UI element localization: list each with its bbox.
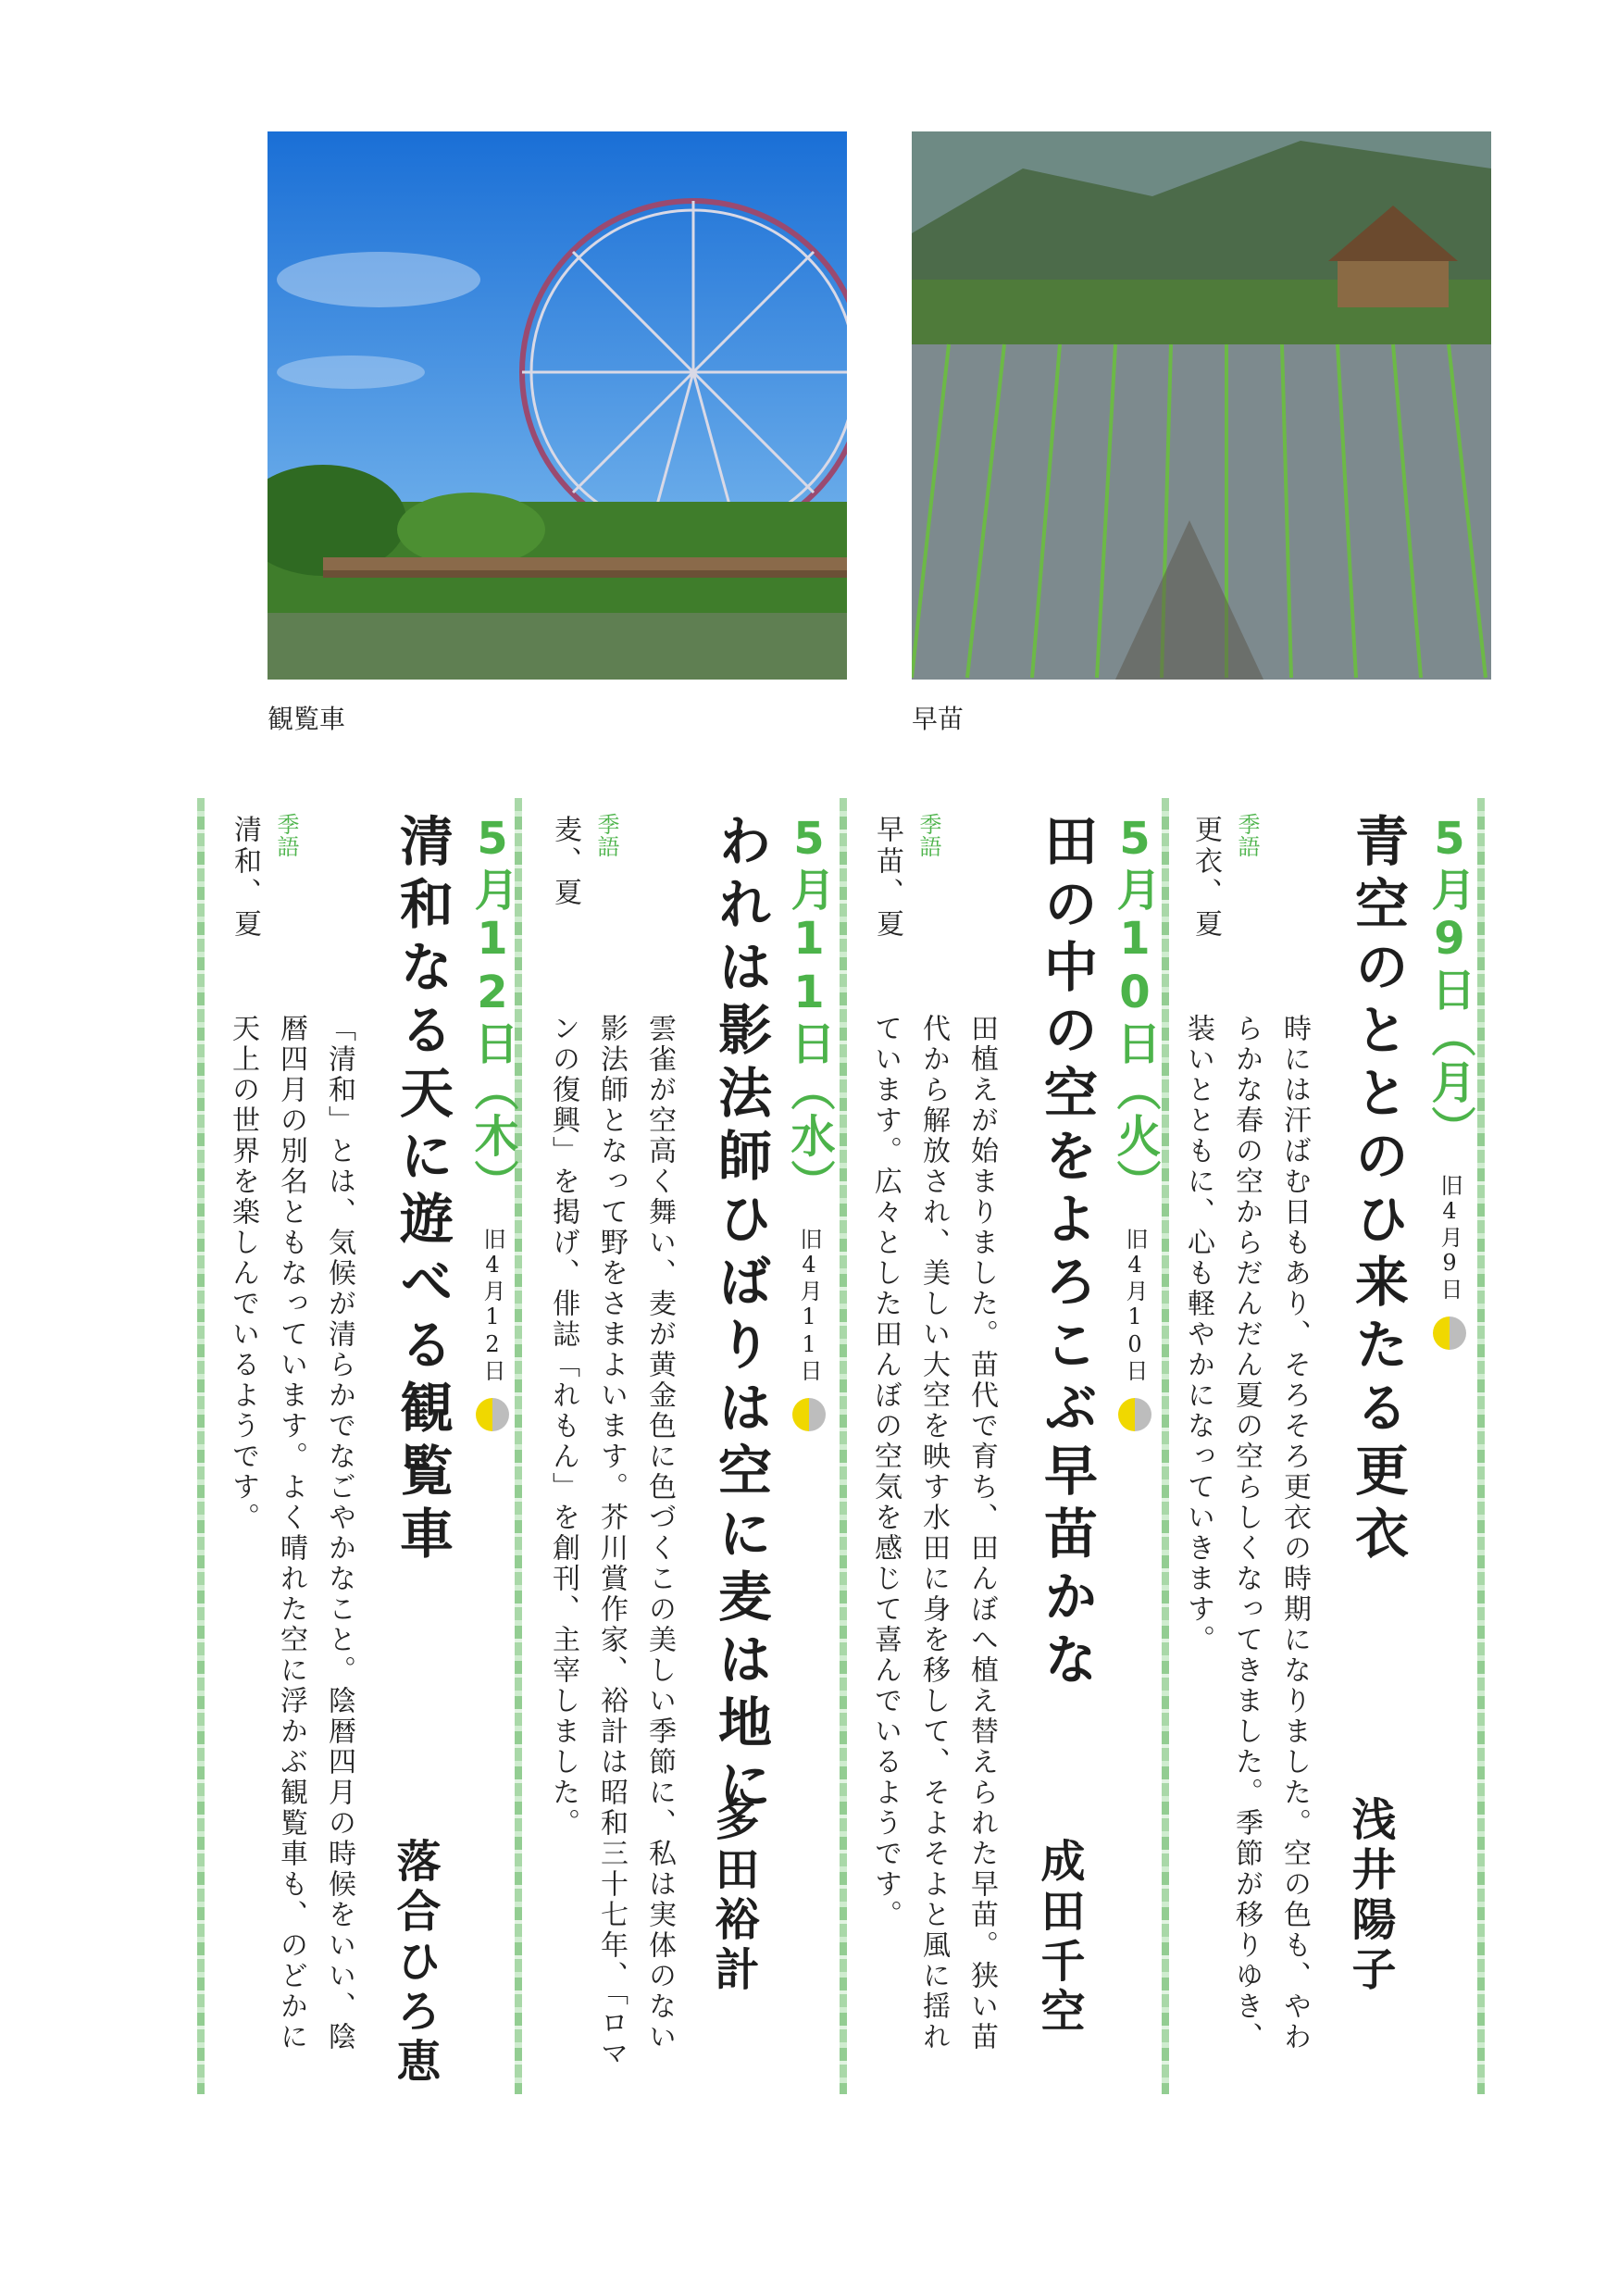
date-label: 5月10日 [1109,813,1161,1067]
commentary: 雲雀が空高く舞い、麦が黄金色に色づくこの美しい季節に、私は実体のない影法師となって野をさまよいます。芥川賞作家、裕計は昭和三十七年、「ロマンの復興」を掲げ、俳誌「れもん」を創刊、主宰しました。 [547,1014,676,2069]
commentary: 時には汗ばむ日もあり、そろそろ更衣の時期になりました。空の色も、やわらかな春の空からだんだん夏の空らしくなってきました。季節が移りゆき、装いとともに、心も軽やかになっていきます。 [1182,1014,1311,2053]
kigo-block [913,813,945,857]
moon-phase-icon [1433,1316,1466,1350]
ferris-wheel-image [268,131,847,680]
kigo-label: 季語 [273,813,299,857]
kigo-block [270,813,303,857]
lunar-date: 旧4月10日 [1122,1228,1148,1383]
date-header [1103,813,1167,1431]
haiku: 清和なる天に遊べる観覧車 [391,813,454,1568]
haiku: われは影法師ひばりは空に麦は地に [709,813,772,1820]
haiku: 田の中の空をよろこぶ早苗かな [1035,813,1098,1694]
day-of-week: （月） [1424,1013,1475,1152]
lunar-date: 旧4月9日 [1437,1174,1462,1302]
photo-caption-sanae: 早苗 [912,704,965,734]
photo-caption-ferris-wheel: 観覧車 [268,704,346,734]
date-label: 5月12日 [467,813,518,1067]
date-header [778,813,841,1431]
kigo-value: 清和、夏 [229,815,261,941]
kigo-value: 早苗、夏 [871,815,903,941]
kigo-label: 季語 [915,813,941,857]
date-header [1418,813,1482,1350]
commentary: 「清和」とは、気候が清らかでなごやかなこと。陰暦四月の時候をいい、陰暦四月の別名ともなっています。よく晴れた空に浮かぶ観覧車も、のどかに天上の世界を楽しんでいるようです。 [227,1014,355,2053]
lunar-date: 旧4月12日 [479,1228,505,1383]
date-header [461,813,525,1431]
lunar-date: 旧4月11日 [796,1228,822,1383]
kigo-value: 麦、夏 [549,815,581,909]
kigo-block [1231,813,1263,857]
day-of-week: （火） [1109,1067,1161,1205]
day-of-week: （木） [467,1067,518,1205]
haiku-author: 多田裕計 [707,1796,759,1996]
date-label: 5月9日 [1424,813,1475,1013]
haiku-author: 落合ひろ恵 [389,1838,441,2088]
date-label: 5月11日 [783,813,835,1067]
commentary: 田植えが始まりました。苗代で育ち、田んぼへ植え替えられた早苗。狭い苗代から解放され、美しい大空を映す水田に身を移して、そよそよと風に揺れています。広々とした田んぼの空気を感じて喜んでいるようです。 [869,1014,998,2053]
haiku-author: 成田千空 [1033,1838,1085,2038]
kigo-value: 更衣、夏 [1189,815,1222,941]
moon-phase-icon [476,1398,509,1431]
haiku: 青空のととのひ来たる更衣 [1346,813,1409,1568]
moon-phase-icon [792,1398,826,1431]
haiku-author: 浅井陽子 [1344,1796,1396,1996]
moon-phase-icon [1118,1398,1151,1431]
ferris-wheel-photo [268,131,847,680]
kigo-block [591,813,623,857]
rice-paddy-image [912,131,1491,680]
rice-paddy-photo [912,131,1491,680]
kigo-label: 季語 [1234,813,1260,857]
day-of-week: （水） [783,1067,835,1205]
kigo-label: 季語 [593,813,619,857]
column-divider [197,798,205,2094]
